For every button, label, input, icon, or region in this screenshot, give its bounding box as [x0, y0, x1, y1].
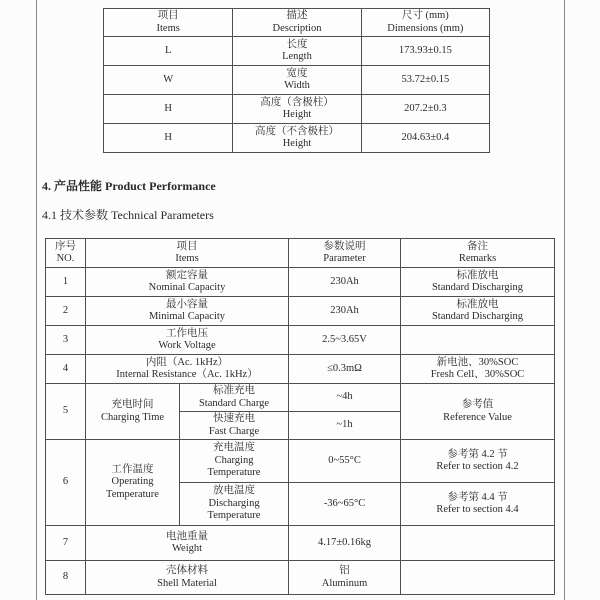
param-row-work-voltage	[46, 326, 555, 355]
cell-item-work-voltage	[86, 326, 289, 355]
cell-param-internal-resistance: ≤0.3mΩ	[289, 355, 401, 384]
cell-item-operating-temperature	[86, 440, 180, 526]
subitem-discharging-temperature-en1: Discharging	[208, 497, 260, 509]
param-header-remarks	[401, 239, 555, 268]
remark-discharging-temperature-zh: 参考第 4.4 节	[447, 491, 508, 503]
item-minimal-capacity-en: Minimal Capacity	[148, 311, 226, 322]
param-row-nominal-capacity	[46, 268, 555, 297]
dim-header-dimensions	[361, 9, 489, 37]
param-header-parameter	[289, 239, 401, 268]
cell-item-nominal-capacity	[86, 268, 289, 297]
remark-nominal-capacity-zh: 标准放电	[456, 269, 499, 281]
dim-row-width	[104, 66, 490, 95]
remark-discharging-temperature-en: Refer to section 4.4	[436, 504, 519, 515]
dim-row-height-without-pole	[104, 124, 490, 153]
dim-cell-desc-height-with-pole	[233, 95, 361, 124]
cell-item-internal-resistance	[86, 355, 289, 384]
page-frame-left-line	[36, 0, 37, 600]
param-header-remarks-zh: 备注	[467, 240, 489, 252]
remark-internal-resistance-en: Fresh Cell、30%SOC	[430, 369, 525, 380]
cell-no-5: 5	[46, 384, 86, 440]
param-header-no-zh: 序号	[55, 240, 76, 252]
dim-row-height-with-pole	[104, 95, 490, 124]
subitem-discharging-temperature-en2: Temperature	[207, 510, 261, 522]
item-internal-resistance-zh: 内阻（Ac. 1kHz）	[145, 356, 229, 368]
dim-desc-height-without-pole-en: Height	[282, 138, 312, 149]
remark-minimal-capacity-en: Standard Discharging	[431, 311, 524, 322]
dim-header-dimensions-zh: 尺寸 (mm)	[401, 10, 449, 21]
dim-header-items-en: Items	[156, 22, 180, 34]
dim-cell-value-width: 53.72±0.15	[361, 66, 489, 95]
item-charging-time-zh: 充电时间	[111, 399, 154, 410]
cell-subitem-discharging-temperature	[180, 483, 289, 526]
item-nominal-capacity-zh: 额定容量	[166, 269, 208, 281]
item-operating-temperature-en2: Temperature	[106, 488, 159, 500]
cell-param-fast-charge: ~1h	[289, 412, 401, 440]
cell-remark-discharging-temperature	[401, 483, 555, 526]
subitem-charging-temperature-en2: Temperature	[207, 467, 261, 479]
dim-cell-value-length: 173.93±0.15	[361, 37, 489, 66]
param-row-internal-resistance	[46, 355, 555, 384]
dim-desc-height-with-pole-en: Height	[282, 109, 312, 120]
remark-charging-time-en: Reference Value	[443, 411, 512, 423]
dim-cell-item-l: L	[104, 37, 233, 66]
param-shell-material-en: Aluminum	[321, 577, 368, 589]
param-header-items-zh: 项目	[176, 240, 198, 252]
dim-header-items-zh: 项目	[157, 10, 179, 21]
cell-param-minimal-capacity: 230Ah	[289, 297, 401, 326]
cell-no-7: 7	[46, 526, 86, 561]
subitem-fast-charge-en: Fast Charge	[208, 425, 260, 437]
param-header-no-en: NO.	[56, 253, 75, 264]
dim-header-description-zh: 描述	[286, 10, 308, 21]
dim-cell-value-height-without-pole: 204.63±0.4	[361, 124, 489, 153]
remark-minimal-capacity-zh: 标准放电	[456, 298, 499, 310]
dim-header-dimensions-en: Dimensions (mm)	[387, 22, 464, 34]
param-header-items-en: Items	[175, 253, 199, 264]
dim-header-description-en: Description	[272, 22, 322, 34]
section-heading-technical-parameters: 4.1 技术参数 Technical Parameters	[42, 208, 214, 222]
cell-remark-work-voltage	[401, 326, 555, 355]
cell-remark-nominal-capacity	[401, 268, 555, 297]
item-work-voltage-en: Work Voltage	[158, 340, 216, 351]
cell-remark-weight	[401, 526, 555, 561]
param-row-weight	[46, 526, 555, 561]
cell-item-charging-time	[86, 384, 180, 440]
subitem-fast-charge-zh: 快速充电	[213, 413, 255, 424]
item-shell-material-zh: 壳体材料	[166, 565, 208, 576]
param-row-shell-material	[46, 561, 555, 595]
cell-remark-minimal-capacity	[401, 297, 555, 326]
dim-header-row	[104, 9, 490, 37]
cell-remark-shell-material	[401, 561, 555, 595]
parameters-table	[45, 238, 555, 595]
remark-charging-time-zh: 参考值	[461, 399, 494, 410]
page-frame-right-line	[564, 0, 565, 600]
cell-param-work-voltage: 2.5~3.65V	[289, 326, 401, 355]
cell-no-1: 1	[46, 268, 86, 297]
dim-cell-desc-height-without-pole	[233, 124, 361, 153]
cell-remark-internal-resistance	[401, 355, 555, 384]
param-header-parameter-en: Parameter	[323, 253, 366, 264]
dim-desc-width-en: Width	[284, 80, 310, 91]
subitem-discharging-temperature-zh: 放电温度	[213, 485, 255, 497]
cell-param-nominal-capacity: 230Ah	[289, 268, 401, 297]
dimensions-table	[103, 8, 490, 153]
param-row-charging-time-standard	[46, 384, 555, 412]
param-header-parameter-zh: 参数说明	[323, 240, 366, 252]
dim-desc-width-zh: 宽度	[286, 67, 308, 79]
item-internal-resistance-en: Internal Resistance（Ac. 1kHz）	[116, 369, 258, 380]
param-shell-material-zh: 铝	[339, 565, 350, 576]
remark-internal-resistance-zh: 新电池、30%SOC	[436, 356, 519, 368]
item-nominal-capacity-en: Nominal Capacity	[148, 282, 226, 293]
item-charging-time-en: Charging Time	[100, 411, 165, 423]
item-weight-zh: 电池重量	[166, 530, 208, 542]
param-header-items	[86, 239, 289, 268]
dim-cell-desc-width	[233, 66, 361, 95]
dim-cell-desc-length	[233, 37, 361, 66]
param-row-minimal-capacity	[46, 297, 555, 326]
dim-cell-item-h2: H	[104, 124, 233, 153]
cell-subitem-standard-charge	[180, 384, 289, 412]
cell-remark-charging-temperature	[401, 440, 555, 483]
dim-desc-height-with-pole-zh: 高度（含极柱）	[260, 96, 334, 108]
cell-item-weight	[86, 526, 289, 561]
dim-header-description	[233, 9, 361, 37]
cell-remark-charging-time	[401, 384, 555, 440]
subitem-charging-temperature-en1: Charging	[214, 454, 254, 466]
subitem-standard-charge-en: Standard Charge	[198, 397, 270, 409]
param-row-charging-temperature	[46, 440, 555, 483]
dim-header-items	[104, 9, 233, 37]
cell-subitem-fast-charge	[180, 412, 289, 440]
dim-desc-length-en: Length	[282, 51, 312, 62]
item-weight-en: Weight	[171, 543, 203, 554]
cell-param-standard-charge: ~4h	[289, 384, 401, 412]
dim-desc-length-zh: 长度	[286, 38, 308, 50]
cell-item-minimal-capacity	[86, 297, 289, 326]
item-minimal-capacity-zh: 最小容量	[166, 298, 208, 310]
dim-row-length	[104, 37, 490, 66]
cell-param-discharging-temperature: -36~65°C	[289, 483, 401, 526]
cell-item-shell-material	[86, 561, 289, 595]
remark-nominal-capacity-en: Standard Discharging	[431, 282, 524, 293]
item-shell-material-en: Shell Material	[157, 577, 217, 589]
param-header-no	[46, 239, 86, 268]
cell-no-4: 4	[46, 355, 86, 384]
section-heading-product-performance: 4. 产品性能 Product Performance	[42, 179, 216, 193]
item-work-voltage-zh: 工作电压	[166, 327, 208, 339]
subitem-charging-temperature-zh: 充电温度	[213, 442, 255, 454]
cell-subitem-charging-temperature	[180, 440, 289, 483]
cell-param-charging-temperature: 0~55°C	[289, 440, 401, 483]
dim-cell-item-w: W	[104, 66, 233, 95]
subitem-standard-charge-zh: 标准充电	[213, 385, 255, 396]
item-operating-temperature-en1: Operating	[111, 476, 154, 488]
remark-charging-temperature-en: Refer to section 4.2	[436, 461, 519, 472]
cell-param-weight: 4.17±0.16kg	[289, 526, 401, 561]
dim-desc-height-without-pole-zh: 高度（不含极柱）	[254, 125, 339, 137]
cell-no-3: 3	[46, 326, 86, 355]
cell-no-2: 2	[46, 297, 86, 326]
param-header-row	[46, 239, 555, 268]
dim-cell-value-height-with-pole: 207.2±0.3	[361, 95, 489, 124]
dim-cell-item-h1: H	[104, 95, 233, 124]
param-header-remarks-en: Remarks	[458, 253, 497, 264]
cell-no-6: 6	[46, 440, 86, 526]
remark-charging-temperature-zh: 参考第 4.2 节	[447, 448, 508, 460]
cell-no-8: 8	[46, 561, 86, 595]
cell-param-shell-material	[289, 561, 401, 595]
item-operating-temperature-zh: 工作温度	[111, 463, 154, 475]
